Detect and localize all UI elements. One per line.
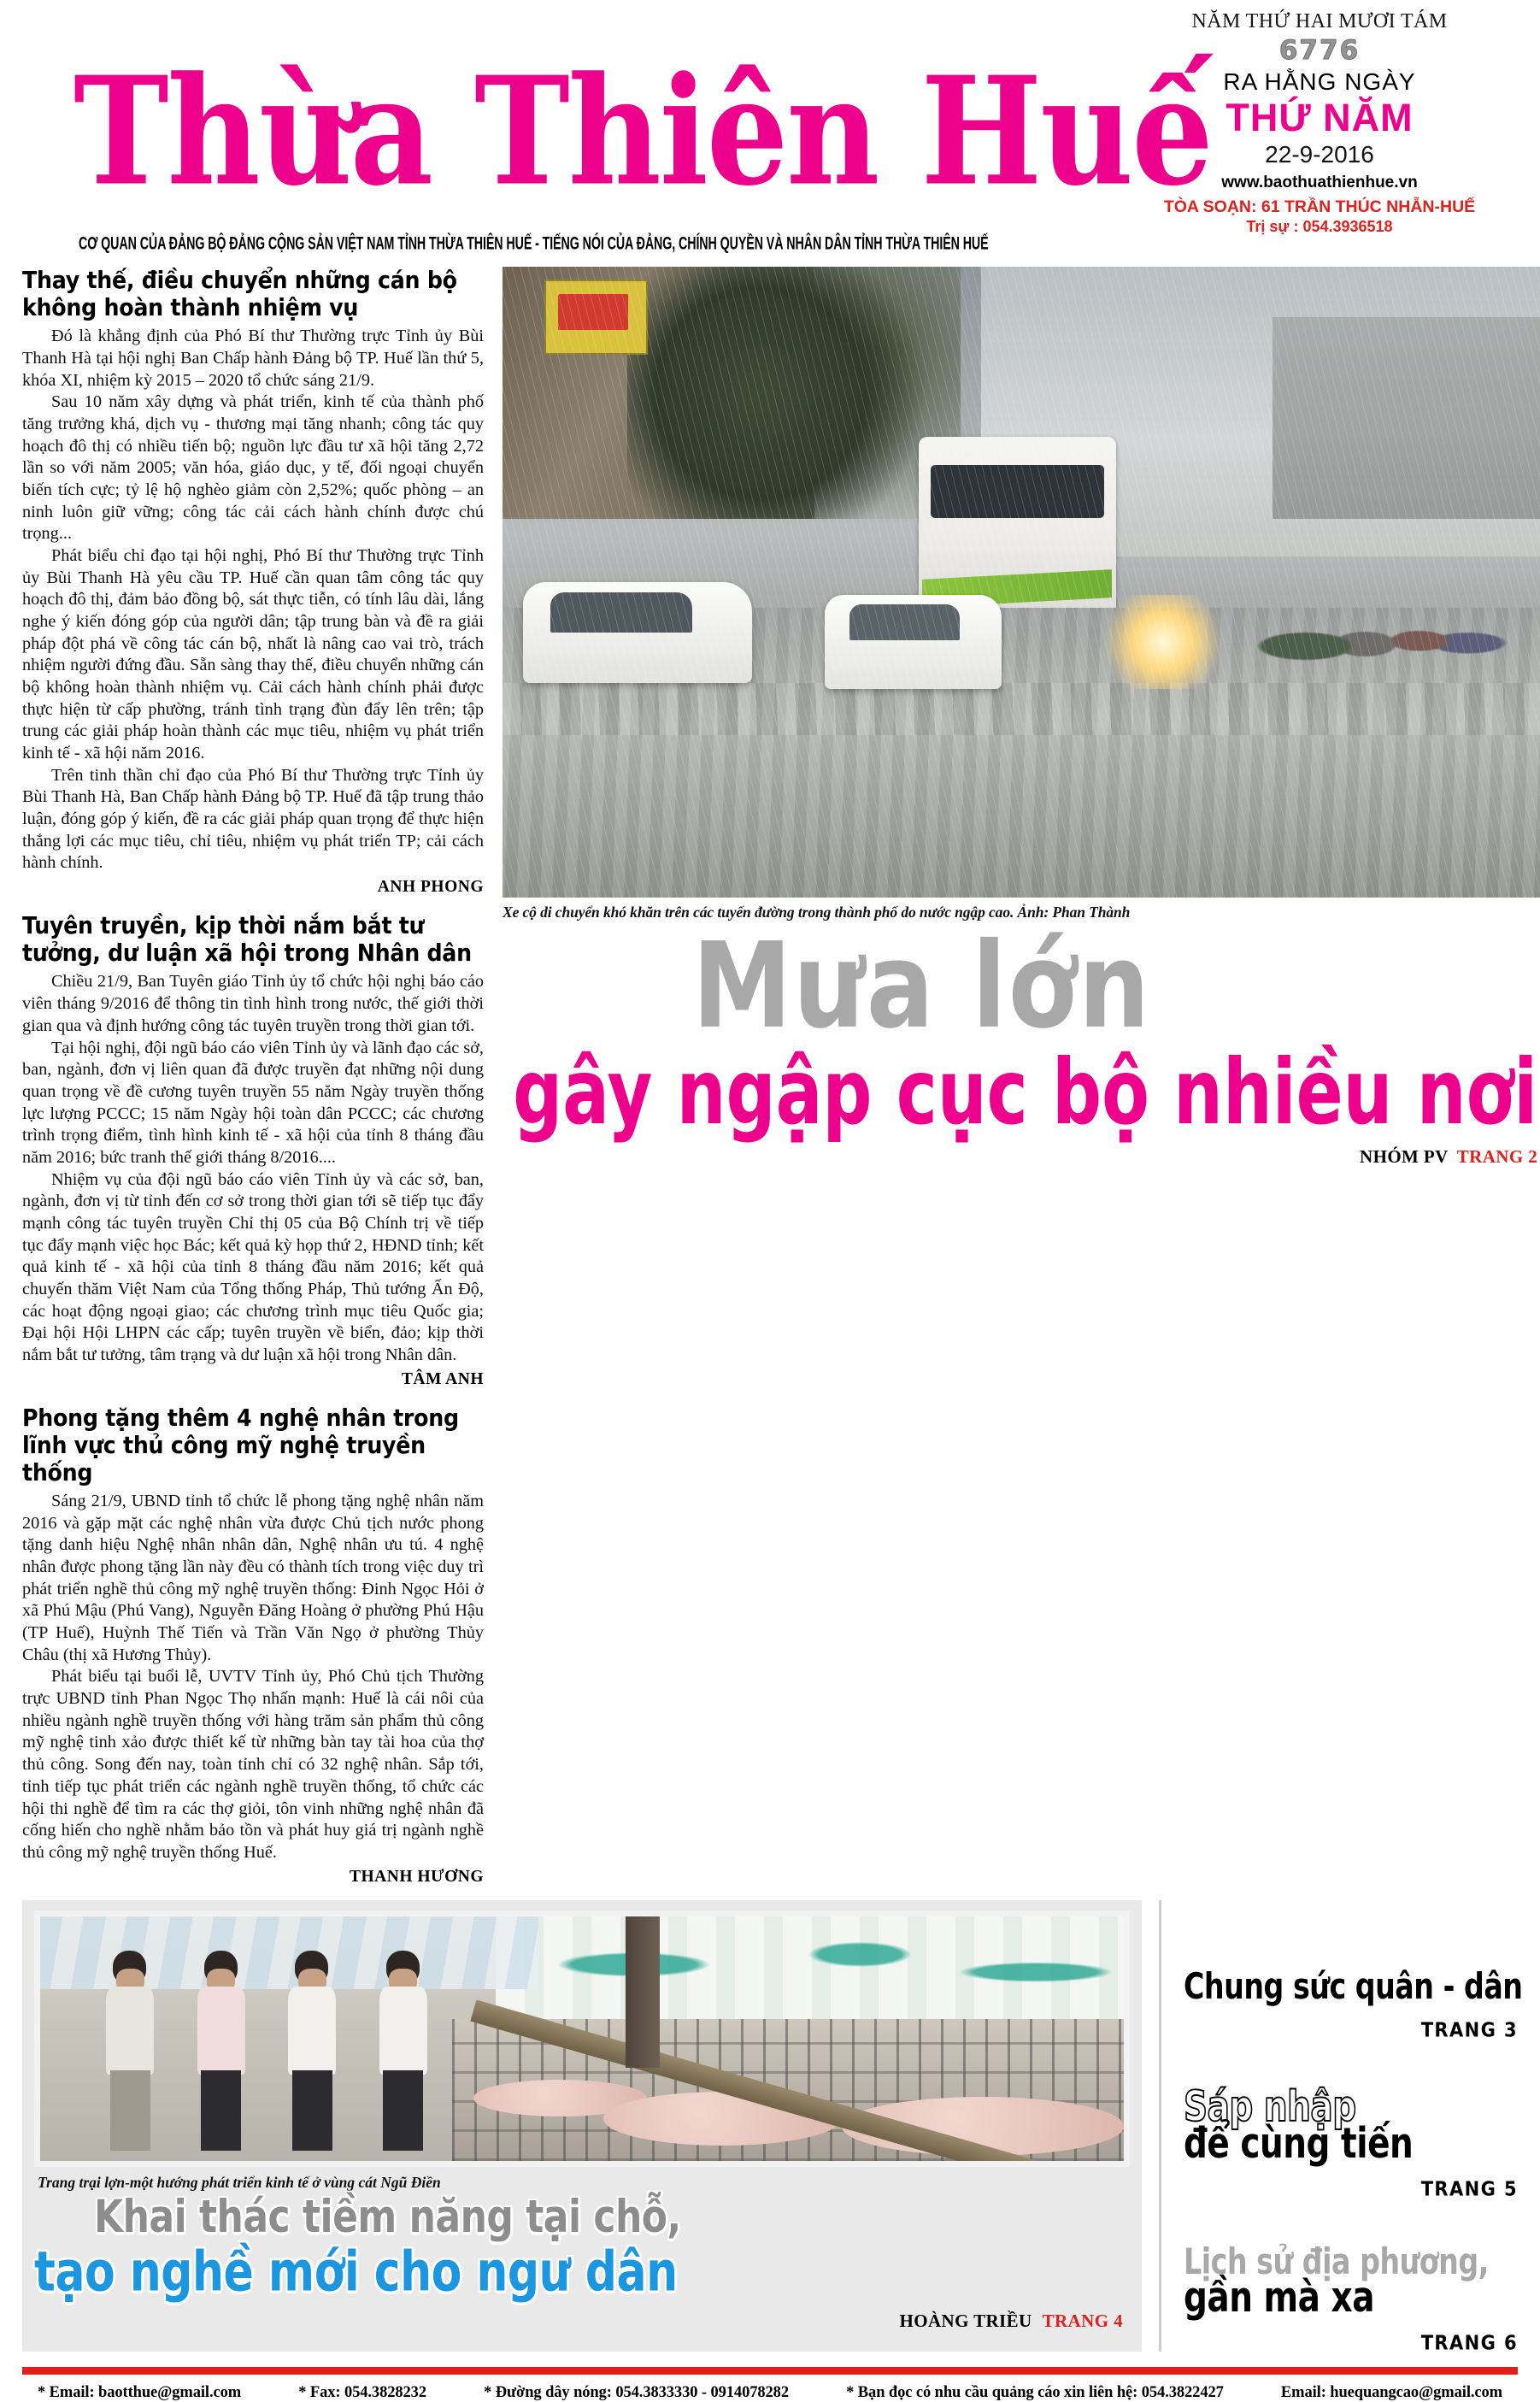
farm-photo-post <box>626 1916 661 2068</box>
teaser-3-line1: Lịch sử địa phương, <box>1184 2241 1489 2283</box>
publication-frequency: RA HẰNG NGÀY <box>1223 68 1416 95</box>
lower-section <box>22 1900 1523 2355</box>
teaser-2-page[interactable]: TRANG 5 <box>1420 2177 1518 2201</box>
lead-headline[interactable] <box>503 916 1540 1168</box>
teaser-2-line2: để cùng tiến <box>1184 2118 1414 2169</box>
farm-headline-line2: tạo nghề mới cho ngư dân <box>34 2240 678 2305</box>
teaser-2-line1: Sáp nhập <box>1184 2081 1356 2132</box>
paper-tagline: CƠ QUAN CỦA ĐẢNG BỘ ĐẢNG CỘNG SẢN VIỆT NAM TỈNH THỪA THIÊN HUẾ - TIẾNG NÓI CỦA ĐẢNG, CHÍNH QUYỀN VÀ NHÂN DÂN TỈNH THỪA THIÊN HUẾ <box>79 234 989 255</box>
article-2 <box>22 912 484 1388</box>
article-1-headline[interactable]: Thay thế, điều chuyển những cán bộ không hoàn thành nhiệm vụ <box>22 267 457 322</box>
footer-ads-email[interactable]: Email: huequangcao@gmail.com <box>1280 2384 1502 2402</box>
website-url[interactable]: www.baothuathienhue.vn <box>1221 174 1418 192</box>
article-1-byline: ANH PHONG <box>377 878 484 897</box>
publication-weekday: THỨ NĂM <box>1226 96 1414 139</box>
article-3-byline: THANH HƯƠNG <box>350 1867 484 1886</box>
farm-headline[interactable] <box>34 2190 1130 2305</box>
article-1-paragraph: Đó là khẳng định của Phó Bí thư Thường trực Tỉnh ủy Bùi Thanh Hà tại hội nghị Ban Chấp hành Đảng bộ TP. Huế lần thứ 5, khóa XI, nhiệm kỳ 2015 – 2020 tổ chức sáng 21/9. <box>22 327 484 390</box>
photo-headlight-glare <box>1096 595 1231 690</box>
article-2-headline[interactable]: Tuyên truyền, kịp thời nắm bắt tư tưởng, dư luận xã hội trong Nhân dân <box>22 912 472 968</box>
photo-car-center <box>825 595 1002 690</box>
footer-fax: * Fax: 054.3828232 <box>298 2384 426 2402</box>
office-phone: Trị sự : 054.3936518 <box>1246 218 1393 236</box>
article-1-body <box>22 326 484 874</box>
publication-year-label: NĂM THỨ HAI MƯƠI TÁM <box>1191 10 1448 32</box>
photo-trees <box>627 267 960 519</box>
teaser-3-line2: gần mà xa <box>1184 2272 1375 2323</box>
lead-headline-line2: gây ngập cục bộ nhiều nơi <box>513 1041 1538 1145</box>
masthead-left <box>22 0 1212 255</box>
lead-headline-line1: Mưa lớn <box>692 916 1152 1055</box>
article-1-paragraph: Trên tinh thần chỉ đạo của Phó Bí thư Thường trực Tỉnh ủy Bùi Thanh Hà, Ban Chấp hành Đảng bộ TP. Huế đã tập trung thảo luận, đóng góp ý kiến, đề ra các giải pháp quan trọng để thực hiện thắng lợi các mục tiêu, chỉ tiêu, nhiệm vụ phát triển TP; cải cách hành chính. <box>22 765 484 873</box>
flood-photo-caption: Xe cộ di chuyển khó khăn trên các tuyến đường trong thành phố do nước ngập cao. Ảnh: Phan Thành <box>503 904 1131 921</box>
issue-number: 6776 <box>1278 35 1361 66</box>
footer-hotline: * Đường dây nóng: 054.3833330 - 0914078282 <box>484 2384 789 2402</box>
teaser-column <box>1159 1900 1523 2355</box>
teaser-1-line1: Chung sức quân - dân <box>1184 1966 1523 2008</box>
farm-photo-caption: Trang trại lợn-một hướng phát triển kinh tế ở vùng cát Ngũ Điền <box>38 2173 441 2191</box>
publication-date: 22-9-2016 <box>1265 141 1374 168</box>
photo-car-left <box>523 582 752 683</box>
footer-divider <box>22 2367 1518 2375</box>
farm-credit-author: HOÀNG TRIỀU <box>899 2311 1032 2332</box>
article-2-paragraph: Nhiệm vụ của đội ngũ báo cáo viên Tỉnh ủy và các sở, ban, ngành, đơn vị từ tỉnh đến cơ sở trong thời gian tới sẽ tiếp tục đẩy mạnh công tác tuyên truyền Chỉ thị 05 của Bộ Chính trị về tiếp tục đẩy mạnh việc học Bác; kết quả kỳ họp thứ 2, HĐND tỉnh; kết quả kinh tế - xã hội của tỉnh 8 tháng đầu năm 2016; kết quả chuyến thăm Việt Nam của Tổng thống Pháp, Thủ tướng Ấn Độ, các hoạt động ngoại giao; các chương trình mục tiêu Quốc gia; Đại hội Hội LHPN các cấp; tuyên truyền về biển, đảo; kịp thời nắm bắt tư tưởng, tâm trạng và dư luận xã hội trong Nhân dân. <box>22 1169 484 1364</box>
article-3 <box>22 1404 484 1887</box>
article-2-body <box>22 971 484 1366</box>
teaser-3[interactable] <box>1184 2241 1518 2355</box>
article-3-body <box>22 1491 484 1863</box>
teaser-3-page[interactable]: TRANG 6 <box>1420 2331 1518 2355</box>
article-3-paragraph: Phát biểu tại buổi lễ, UVTV Tỉnh ủy, Phó Chủ tịch Thường trực UBND tỉnh Phan Ngọc Thọ nhấn mạnh: Huế là cái nôi của nhiều ngành nghề truyền thống với hàng trăm sản phẩm thủ công mỹ nghệ tinh xảo được thiết kế từ những bàn tay tài hoa của thợ thủ công. Song đến nay, toàn tỉnh chỉ có 32 nghệ nhân. Sắp tới, tỉnh tiếp tục phát triển các ngành nghề truyền thống, tổ chức các hội thi nghề để tìm ra các thợ giỏi, tôn vinh những nghệ nhân đã cống hiến cho nghề nhằm bảo tồn và phát huy giá trị ngành nghề thủ công mỹ nghệ truyền thống Huế. <box>22 1667 484 1862</box>
farm-headline-line1: Khai thác tiềm năng tại chỗ, <box>94 2190 681 2243</box>
footer-email[interactable]: * Email: baotthue@gmail.com <box>38 2384 242 2402</box>
article-2-paragraph: Chiều 21/9, Ban Tuyên giáo Tỉnh ủy tổ chức hội nghị báo cáo viên tháng 9/2016 để thông tin tình hình trong nước, thế giới thời gian qua và định hướng công tác tuyên truyền trong thời gian tới. <box>22 972 484 1035</box>
article-2-paragraph: Tại hội nghị, đội ngũ báo cáo viên Tỉnh ủy và lãnh đạo các sở, ban, ngành, đơn vị liên quan đã được truyền đạt những nội dung quan trọng về đề cương tuyên truyền 55 năm Ngày truyền thống lực lượng PCCC; 15 năm Ngày hội toàn dân PCCC; các chương trình trọng điểm, tình hình kinh tế - xã hội của tỉnh 8 tháng đầu năm 2016; bức tranh thế giới tháng 8/2016.... <box>22 1038 484 1167</box>
footer-contact-bar <box>22 2375 1518 2402</box>
photo-buildings-right <box>1273 317 1540 519</box>
lead-credit-author: NHÓM PV <box>1360 1146 1449 1167</box>
farm-story-block <box>22 1900 1142 2352</box>
photo-shop-sign <box>544 280 649 356</box>
teaser-1[interactable] <box>1184 1966 1523 2042</box>
article-2-byline: TÂM ANH <box>401 1369 484 1388</box>
main-feature-column <box>503 267 1540 1887</box>
article-3-paragraph: Sáng 21/9, UBND tỉnh tổ chức lễ phong tặng nghệ nhân năm 2016 và gặp mặt các nghệ nhân vừa được Chủ tịch nước phong tặng danh hiệu Nghệ nhân nhân dân, Nghệ nhân ưu tú. 4 nghệ nhân được phong tặng lần này đều có thành tích trong việc duy trì phát triển nghề thủ công mỹ nghệ truyền thống: Đinh Ngọc Hỏi ở xã Phú Mậu (Phú Vang), Nguyễn Đăng Hoàng ở phường Phú Hậu (TP Huế), Huỳnh Thế Tiến và Trần Văn Ngọ ở phường Thủy Châu (thị xã Hương Thủy). <box>22 1492 484 1664</box>
lead-credit-page[interactable]: TRANG 2 <box>1456 1146 1538 1167</box>
article-1-paragraph: Sau 10 năm xây dựng và phát triển, kinh tế của thành phố tăng trưởng khá, dịch vụ - thương mại tăng nhanh; công tác quy hoạch đô thị có nhiều tiến bộ; nguồn lực đầu tư xã hội tăng 2,72 lần so với năm 2005; văn hóa, giáo dục, y tế, đối ngoại chuyển biến tích cực; tỷ lệ hộ nghèo giảm còn 2,52%; quốc phòng – an ninh luôn giữ vững; công tác cải cách hành chính được chú trọng... <box>22 392 484 544</box>
teaser-2[interactable] <box>1184 2081 1518 2201</box>
office-address: TÒA SOẠN: 61 TRẦN THÚC NHẪN-HUẾ <box>1163 197 1476 217</box>
farm-credit-page[interactable]: TRANG 4 <box>1042 2311 1123 2332</box>
left-article-column <box>22 267 484 1887</box>
masthead <box>22 0 1518 256</box>
main-content <box>22 267 1538 1887</box>
paper-title: Thừa Thiên Huế <box>73 44 1212 220</box>
article-1 <box>22 267 484 897</box>
photo-motorbike-riders <box>1251 582 1521 689</box>
farm-credit <box>34 2311 1130 2332</box>
article-3-headline[interactable]: Phong tặng thêm 4 nghệ nhân trong lĩnh vực thủ công mỹ nghệ truyền thống <box>22 1404 459 1487</box>
article-1-paragraph: Phát biểu chỉ đạo tại hội nghị, Phó Bí thư Thường trực Tỉnh ủy Bùi Thanh Hà yêu cầu TP. Huế cần quan tâm công tác quy hoạch đô thị, đảm bảo đồng bộ, sát thực tiễn, có tính lâu dài, lắng nghe ý kiến đóng góp của người dân; tập trung bàn và đề ra giải pháp đột phá về công tác cán bộ, nhất là nâng cao vai trò, trách nhiệm người đứng đầu. Sẵn sàng thay thế, điều chuyển những cán bộ không hoàn thành nhiệm vụ. Cải cách hành chính phải được thực hiện từ cấp phường, tránh tình trạng đùn đẩy lên trên; tập trung các giải pháp hoàn thành các mục tiêu, nhiệm vụ phát triển kinh tế - xã hội năm 2016. <box>22 546 484 763</box>
teaser-1-page[interactable]: TRANG 3 <box>1420 2018 1518 2042</box>
flood-photo <box>503 267 1540 898</box>
footer-ads: * Bạn đọc có nhu cầu quảng cáo xin liên hệ: 054.3822427 <box>846 2384 1224 2402</box>
pig-farm-photo <box>34 1910 1130 2167</box>
lead-headline-credit <box>503 1146 1537 1168</box>
